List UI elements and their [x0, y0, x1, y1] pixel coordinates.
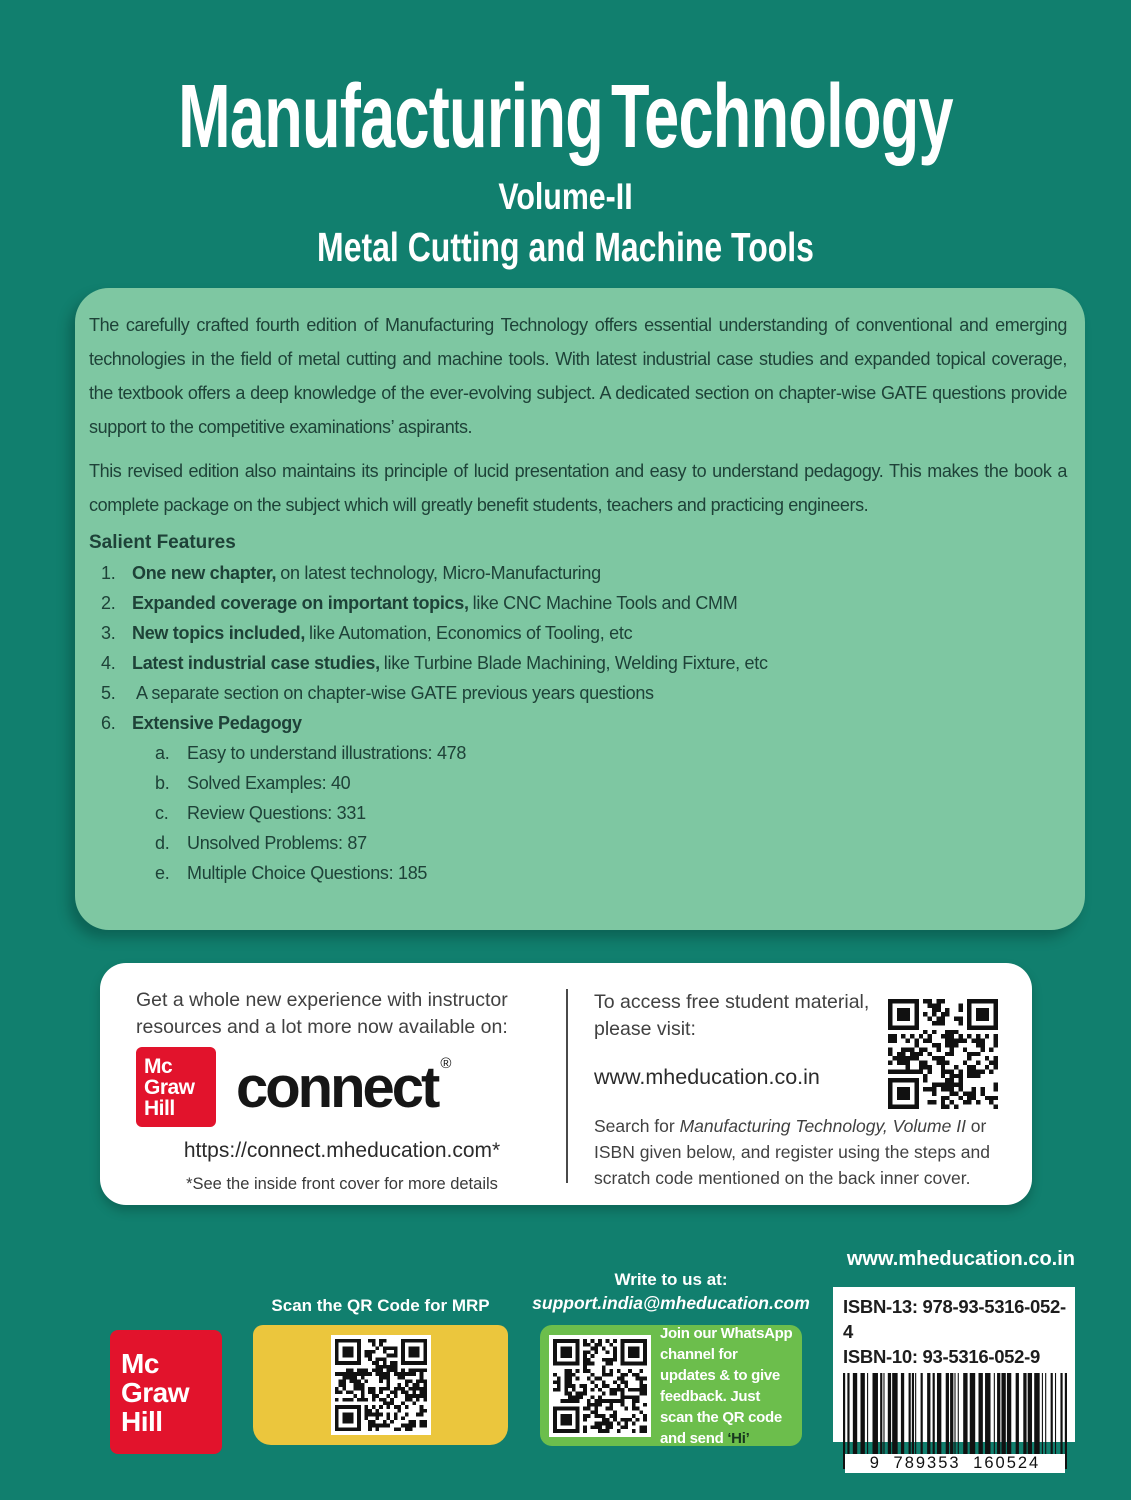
feature-item	[89, 618, 1067, 648]
resources-panel	[100, 963, 1032, 1205]
feature-item	[89, 648, 1067, 678]
feature-text: Expanded coverage on important topics, like CNC Machine Tools and CMM	[132, 593, 738, 613]
connect-url: https://connect.mheducation.com*	[183, 1139, 501, 1162]
feature-text: New topics included, like Automation, Economics of Tooling, etc	[132, 623, 633, 643]
feature-number: 4.	[101, 653, 116, 673]
publisher-website: www.mheducation.co.in	[846, 1248, 1075, 1270]
mcgraw-hill-logo: Mc Graw Hill	[136, 1047, 216, 1127]
pedagogy-item	[89, 768, 1067, 798]
student-material-section	[568, 963, 1032, 1205]
mheducation-url: www.mheducation.co.in	[594, 1065, 820, 1089]
description-panel	[75, 288, 1085, 930]
book-volume: Volume-II	[498, 176, 633, 217]
feature-text: One new chapter, on latest technology, Micro-Manufacturing	[132, 563, 601, 583]
book-subtitle: Metal Cutting and Machine Tools	[317, 224, 814, 270]
feature-item	[89, 558, 1067, 588]
description-paragraph-1: The carefully crafted fourth edition of Manufacturing Technology offers essential understanding of conventional and emerging technologies in the field of metal cutting and machine tools. With latest industrial case studies and expanded topical coverage, the textbook offers a deep knowledge of the ever-evolving subject. A dedicated section on chapter-wise GATE questions provide support to the competitive examinations’ aspirants.	[89, 315, 1067, 437]
pedagogy-letter: b.	[155, 773, 170, 793]
feature-item	[89, 678, 1067, 708]
connect-wordmark: connect	[236, 1054, 438, 1120]
whatsapp-panel	[540, 1325, 802, 1446]
feature-item	[89, 708, 1067, 738]
feature-item	[89, 588, 1067, 618]
description-paragraph-2: This revised edition also maintains its principle of lucid presentation and easy to understand pedagogy. This makes the book a complete package on the subject which will greatly benefit students, teachers and practicing engineers.	[89, 461, 1067, 515]
salient-features-heading: Salient Features	[89, 532, 236, 553]
feature-text: Latest industrial case studies, like Turbine Blade Machining, Welding Fixture, etc	[132, 653, 768, 673]
connect-footnote: *See the inside front cover for more details	[186, 1175, 498, 1193]
whatsapp-hi-text: ‘Hi’	[727, 1429, 750, 1447]
pedagogy-item	[89, 738, 1067, 768]
isbn-10: ISBN-10: 93-5316-052-9	[843, 1346, 1041, 1367]
book-title: Manufacturing Technology	[178, 67, 953, 167]
feature-text: A separate section on chapter-wise GATE previous years questions	[136, 683, 654, 703]
pedagogy-text: Solved Examples: 40	[187, 773, 351, 793]
support-email: support.india@mheducation.com	[532, 1293, 810, 1313]
ean-barcode	[843, 1373, 1067, 1472]
isbn-panel	[833, 1287, 1075, 1472]
whatsapp-qr-code	[549, 1335, 651, 1437]
pedagogy-text: Easy to understand illustrations: 478	[187, 743, 467, 763]
pedagogy-text: Multiple Choice Questions: 185	[187, 863, 428, 883]
pedagogy-item	[89, 858, 1067, 888]
pedagogy-item	[89, 798, 1067, 828]
pedagogy-letter: e.	[155, 863, 170, 883]
pedagogy-letter: a.	[155, 743, 170, 763]
feature-text: Extensive Pedagogy	[132, 713, 302, 733]
registered-trademark-symbol: ®	[440, 1054, 452, 1072]
register-instructions: Search for Manufacturing Technology, Volume II or ISBN given below, and register using the steps and scratch code mentioned on the back inner cover.	[594, 1116, 990, 1188]
feature-number: 3.	[101, 623, 116, 643]
mcgraw-hill-logo-footer: Mc Graw Hill	[110, 1330, 222, 1454]
isbn-13: ISBN-13: 978-93-5316-052-4	[843, 1296, 1066, 1342]
whatsapp-channel-text: Join our WhatsApp channel for updates & to give feedback. Just scan the QR code and send ‘Hi’	[660, 1324, 793, 1447]
student-material-qr-code	[888, 999, 998, 1109]
mrp-qr-panel	[253, 1325, 508, 1445]
pedagogy-text: Unsolved Problems: 87	[187, 833, 367, 853]
feature-number: 2.	[101, 593, 116, 613]
feature-number: 6.	[101, 713, 116, 733]
feature-number: 1.	[101, 563, 116, 583]
barcode-number: 9 789353 160524	[845, 1454, 1065, 1473]
pedagogy-item	[89, 828, 1067, 858]
instructor-resources-text: Get a whole new experience with instructor resources and a lot more now available on:	[136, 989, 508, 1038]
write-to-us-label: Write to us at:	[614, 1270, 728, 1289]
pedagogy-letter: d.	[155, 833, 170, 853]
pedagogy-text: Review Questions: 331	[187, 803, 366, 823]
connect-logo-row	[136, 1047, 548, 1127]
pedagogy-letter: c.	[155, 803, 169, 823]
instructor-resources-section	[100, 963, 566, 1205]
book-title-italic: Manufacturing Technology, Volume II	[679, 1116, 966, 1136]
feature-number: 5.	[101, 683, 116, 703]
title-block	[0, 67, 1131, 270]
student-material-text: To access free student material, please visit:	[594, 991, 870, 1040]
mrp-qr-label: Scan the QR Code for MRP	[271, 1296, 490, 1315]
mrp-qr-code	[331, 1335, 431, 1435]
